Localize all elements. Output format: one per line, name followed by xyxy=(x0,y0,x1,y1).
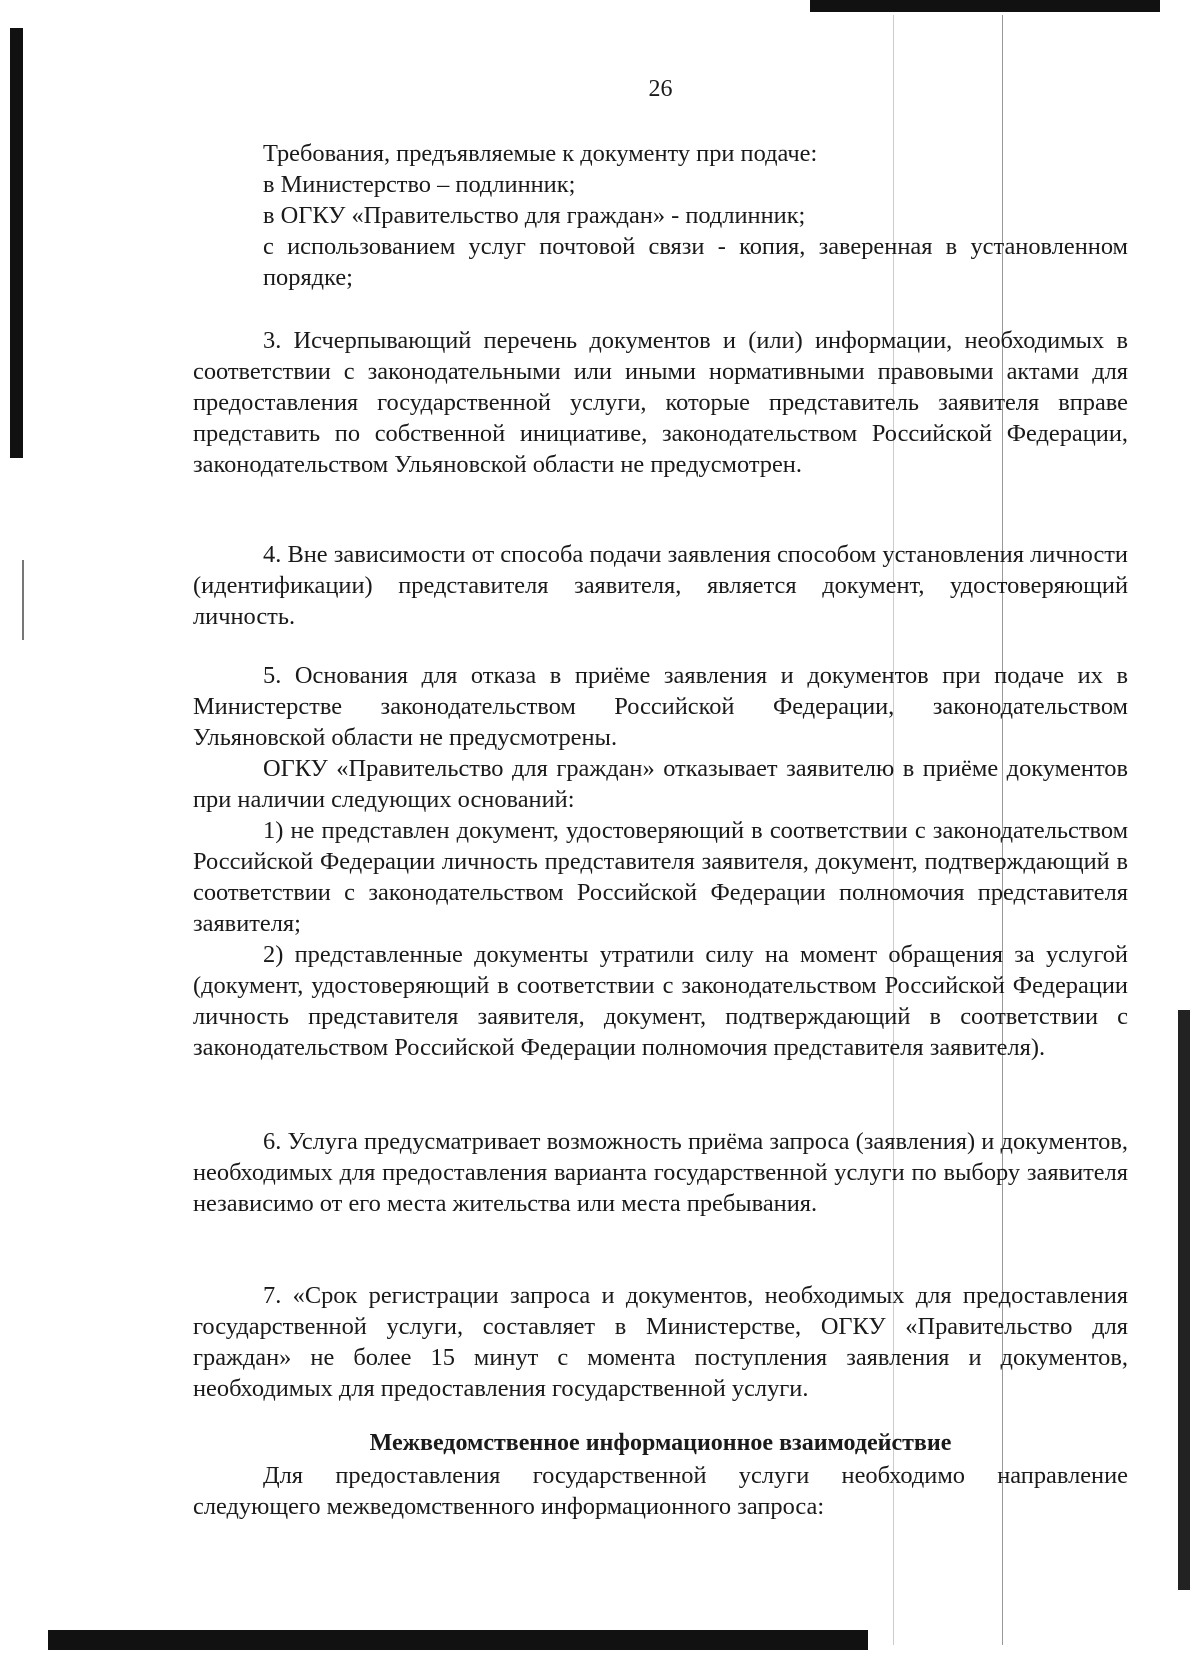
scan-edge-bottom xyxy=(48,1630,868,1650)
section-5: 5. Основания для отказа в приёме заявления и документов при подаче их в Министерстве законодательством Российской Федерации, законодательством Ульяновской области не предусмотрены. xyxy=(193,662,1128,751)
section-5-item-1: 1) не представлен документ, удостоверяющий в соответствии с законодательством Российской Федерации личность представителя заявителя, документ, подтверждающий в соответствии с законодательством Российской Федерации полномочия представителя заявителя; xyxy=(193,817,1128,937)
requirements-ministry: в Министерство – подлинник; xyxy=(263,171,576,198)
scan-edge-left xyxy=(10,28,23,458)
scan-edge-right xyxy=(1178,1010,1190,1590)
requirements-intro: Требования, предъявляемые к документу при подаче: xyxy=(263,140,818,167)
section-4: 4. Вне зависимости от способа подачи заявления способом установления личности (идентификации) представителя заявителя, является документ, удостоверяющий личность. xyxy=(193,541,1128,630)
section-6: 6. Услуга предусматривает возможность приёма запроса (заявления) и документов, необходимых для предоставления варианта государственной услуги по выбору заявителя независимо от его места жительства или места пребывания. xyxy=(193,1128,1128,1217)
page-number: 26 xyxy=(648,76,673,102)
requirements-ogku: в ОГКУ «Правительство для граждан» - подлинник; xyxy=(263,202,806,229)
section-5-ogku: ОГКУ «Правительство для граждан» отказывает заявителю в приёме документов при наличии следующих оснований: xyxy=(193,755,1128,813)
interagency-text: Для предоставления государственной услуги необходимо направление следующего межведомственного информационного запроса: xyxy=(193,1462,1128,1520)
section-5-item-2: 2) представленные документы утратили силу на момент обращения за услугой (документ, удостоверяющий в соответствии с законодательством Российской Федерации личность представителя заявителя, документ, подтверждающий в соответствии с законодательством Российской Федерации полномочия представителя заявителя). xyxy=(193,941,1128,1061)
scan-edge-left-thin xyxy=(22,560,24,640)
section-7: 7. «Срок регистрации запроса и документов, необходимых для предоставления государственной услуги, составляет в Министерстве, ОГКУ «Правительство для граждан» не более 15 минут с момента поступления заявления и документов, необходимых для предоставления государственной услуги. xyxy=(193,1282,1128,1402)
requirements-post: с использованием услуг почтовой связи - копия, заверенная в установленном порядке; xyxy=(263,233,1128,291)
interagency-heading: Межведомственное информационное взаимодействие xyxy=(369,1430,952,1456)
section-3: 3. Исчерпывающий перечень документов и (или) информации, необходимых в соответствии с законодательными или иными нормативными правовыми актами для предоставления государственной услуги, которые представитель заявителя вправе представить по собственной инициативе, законодательством Российской Федерации, законодательством Ульяновской области не предусмотрен. xyxy=(193,327,1128,478)
scan-edge-top xyxy=(810,0,1160,12)
